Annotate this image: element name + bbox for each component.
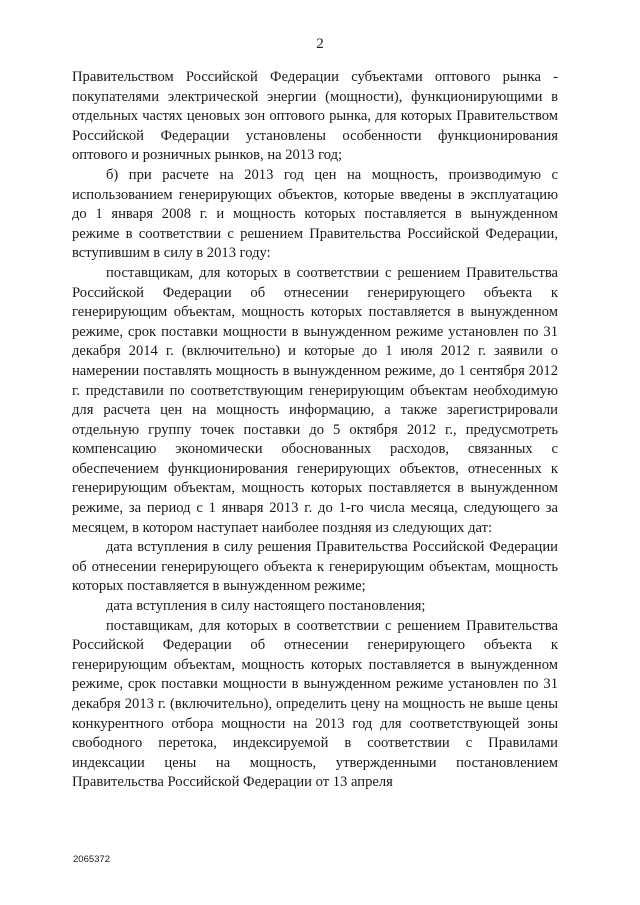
paragraph-date-decision: дата вступления в силу решения Правительства Российской Федерации об отнесении генерирующего объекта к генерирующим объектам, мощность которых поставляется в вынужденном режиме; bbox=[72, 539, 558, 595]
paragraph-suppliers-2014: поставщикам, для которых в соответствии с решением Правительства Российской Федерации об отнесении генерирующего объекта к генерирующим объектам, мощность которых поставляется в вынужденном режиме, срок поставки мощности в вынужденном режиме установлен по 31 декабря 2014 г. (включительно) и которые до 1 июля 2012 г. заявили о намерении поставлять мощность в вынужденном режиме, до 1 сентября 2012 г. представили по соответствующим генерирующим объектам необходимую для расчета цен на мощность информацию, а также зарегистрировали отдельную группу точек поставки до 5 октября 2012 г., предусмотреть компенсацию экономически обоснованных расходов, связанных с обеспечением функционирования генерирующих объектов, отнесенных к генерирующим объектам, мощность которых поставляется в вынужденном режиме, за период с 1 января 2013 г. до 1-го числа месяца, следующего за месяцем, в котором наступает наиболее поздняя из следующих дат: bbox=[72, 264, 558, 536]
paragraph-suppliers-2013: поставщикам, для которых в соответствии с решением Правительства Российской Федерации об отнесении генерирующего объекта к генерирующим объектам, мощность которых поставляется в вынужденном режиме, срок поставки мощности в вынужденном режиме установлен по 31 декабря 2013 г. (включительно), определить цену на мощность не выше цены конкурентного отбора мощности на 2013 год для соответствующей зоны свободного перетока, индексируемой в соответствии с Правилами индексации цены на мощность, утвержденными постановлением Правительства Российской Федерации от 13 апреля bbox=[72, 617, 558, 791]
page-number: 2 bbox=[316, 36, 324, 52]
paragraph-item-b: б) при расчете на 2013 год цен на мощность, производимую с использованием генерирующих объектов, которые введены в эксплуатацию до 1 января 2008 г. и мощность которых поставляется в вынужденном режиме в соответствии с решением Правительства Российской Федерации, вступившим в силу в 2013 году: bbox=[72, 166, 558, 262]
paragraph-date-resolution: дата вступления в силу настоящего постановления; bbox=[106, 598, 426, 615]
paragraph-continuation: Правительством Российской Федерации субъектами оптового рынка - покупателями электрической энергии (мощности), функционирующими в отдельных частях ценовых зон оптового рынка, для которых Правительством Российской Федерации установлены особенности функционирования оптового и розничных рынков, на 2013 год; bbox=[72, 69, 558, 164]
document-body bbox=[72, 68, 558, 793]
document-code: 2065372 bbox=[73, 854, 110, 865]
